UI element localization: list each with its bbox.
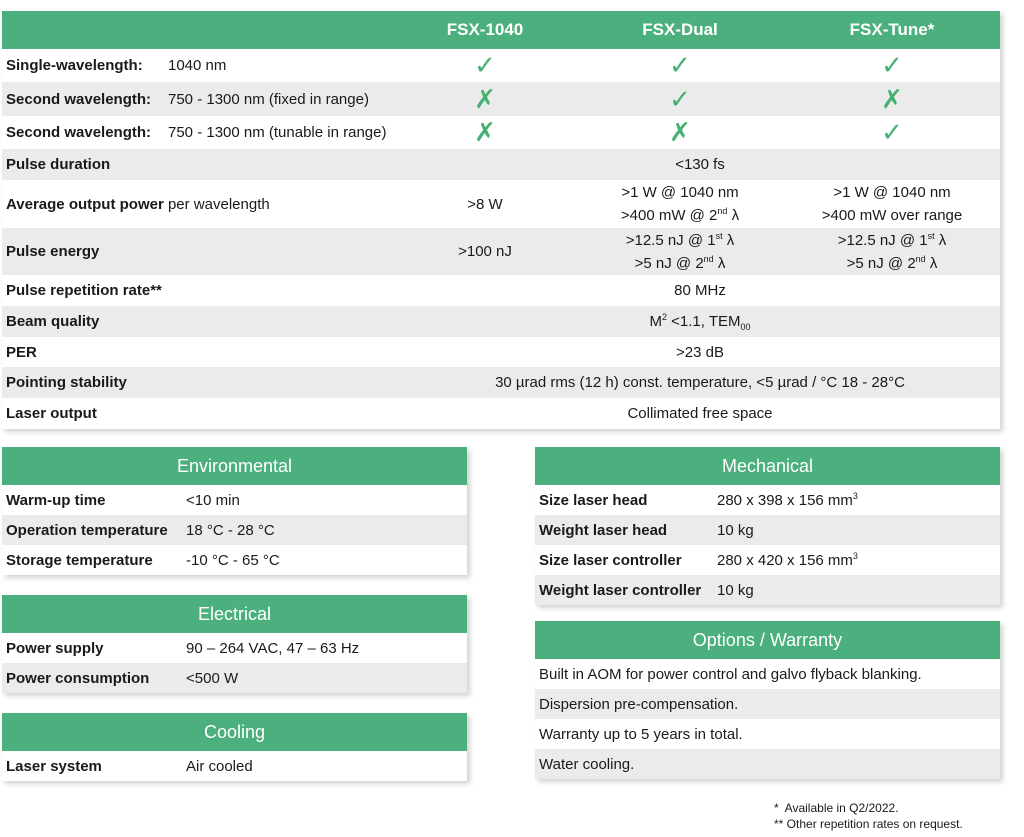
row-value: <130 fs <box>675 156 725 173</box>
panel-row <box>2 633 467 663</box>
lambda: λ <box>925 254 938 272</box>
row-label: Laser output <box>6 405 97 422</box>
lambda: λ <box>934 231 947 249</box>
value-text: 280 x 398 x 156 mm <box>717 491 853 509</box>
row-label-suffix: per wavelength <box>163 195 270 213</box>
value-line: >400 mW @ 2 <box>620 207 718 224</box>
panel-row <box>2 515 467 545</box>
row-pointing-stability <box>2 367 1000 398</box>
value-line: >1 W @ 1040 nm <box>833 184 951 201</box>
value-sub: 00 <box>740 322 751 332</box>
fsx-dual-value <box>592 229 768 275</box>
column-fsx-1040: FSX-1040 <box>446 20 524 39</box>
ordinal-sup: nd <box>717 206 728 216</box>
row-value: >23 dB <box>676 343 724 361</box>
spec-table <box>2 11 1000 429</box>
cross-icon: ✗ <box>881 83 903 114</box>
panel-row <box>535 515 1000 545</box>
row-per <box>2 337 1000 367</box>
column-fsx-tune: FSX-Tune* <box>849 20 935 39</box>
row-label: Power consumption <box>6 669 150 687</box>
row-label: Size laser controller <box>539 551 682 569</box>
row-value: Air cooled <box>186 757 253 775</box>
cooling-panel <box>2 713 467 781</box>
fsx-tune-value <box>792 229 992 275</box>
panel-row <box>535 689 1000 719</box>
row-label: Pulse duration <box>6 156 111 173</box>
value-line: >1 W @ 1040 nm <box>621 184 739 201</box>
row-value: 750 - 1300 nm (tunable in range) <box>168 124 387 141</box>
row-label: Beam quality <box>6 313 100 330</box>
unit-sup: 3 <box>852 490 858 501</box>
row-label: Weight laser head <box>539 521 668 539</box>
fsx-dual-value <box>592 181 768 227</box>
mechanical-panel <box>535 447 1000 605</box>
row-label: PER <box>6 343 37 361</box>
row-value: Collimated free space <box>627 405 773 422</box>
cross-icon: ✗ <box>474 117 496 147</box>
footnotes <box>774 800 963 832</box>
row-value: 10 kg <box>717 581 754 599</box>
cross-icon: ✗ <box>474 83 496 114</box>
row-value <box>400 310 1000 333</box>
row-label: Pulse energy <box>6 243 100 260</box>
row-second-wavelength-fixed <box>2 82 1000 116</box>
row-average-output-power <box>2 180 1000 228</box>
check-icon: ✓ <box>881 117 903 147</box>
row-value: 30 µrad rms (12 h) const. temperature, <5 µrad / °C 18 - 28°C <box>495 374 905 391</box>
panel-title: Mechanical <box>535 447 1000 485</box>
value-line: >400 mW over range <box>821 207 963 224</box>
row-value: 90 – 264 VAC, 47 – 63 Hz <box>186 639 360 657</box>
cross-icon: ✗ <box>669 117 691 147</box>
row-laser-output <box>2 398 1000 429</box>
row-single-wavelength <box>2 49 1000 82</box>
ordinal-sup: st <box>927 230 935 241</box>
value-line: >5 nJ @ 2 <box>846 254 916 272</box>
lambda: λ <box>722 231 735 249</box>
panel-title: Environmental <box>2 447 467 485</box>
ordinal-sup: st <box>715 230 723 241</box>
panel-row <box>2 485 467 515</box>
row-beam-quality <box>2 306 1000 337</box>
value-line: >5 nJ @ 2 <box>634 254 704 272</box>
row-label: Laser system <box>6 757 102 775</box>
row-label: Second wavelength: <box>6 124 152 141</box>
row-second-wavelength-tunable <box>2 116 1000 149</box>
column-fsx-dual: FSX-Dual <box>642 20 718 39</box>
panel-title: Cooling <box>2 713 467 751</box>
row-label: Storage temperature <box>6 551 153 569</box>
row-label: Power supply <box>6 639 104 657</box>
environmental-panel <box>2 447 467 575</box>
panel-row <box>535 749 1000 779</box>
row-pulse-duration <box>2 149 1000 180</box>
fsx-tune-value <box>792 181 992 227</box>
row-label: Warm-up time <box>6 491 106 509</box>
row-label: Weight laser controller <box>539 581 702 599</box>
row-label: Average output power <box>6 195 164 213</box>
option-item: Water cooling. <box>539 755 635 773</box>
panel-row <box>2 751 467 781</box>
footnote: * Available in Q2/2022. <box>774 801 899 815</box>
panel-row <box>535 485 1000 515</box>
row-value: -10 °C - 65 °C <box>186 551 280 569</box>
ordinal-sup: nd <box>703 253 714 264</box>
row-value: 18 °C - 28 °C <box>186 521 275 539</box>
row-value <box>717 552 858 569</box>
row-value: <10 min <box>186 491 240 509</box>
row-value: <500 W <box>186 669 239 687</box>
lambda: λ <box>727 207 740 224</box>
footnote: ** Other repetition rates on request. <box>774 817 963 831</box>
options-warranty-panel <box>535 621 1000 779</box>
value-sup: 2 <box>661 312 667 322</box>
panel-row <box>535 575 1000 605</box>
value-part: M <box>649 313 662 330</box>
option-item: Warranty up to 5 years in total. <box>539 725 743 743</box>
panel-title: Electrical <box>2 595 467 633</box>
option-item: Dispersion pre-compensation. <box>539 695 739 713</box>
value-part: <1.1, TEM <box>666 313 741 330</box>
value-line: >12.5 nJ @ 1 <box>837 231 928 249</box>
ordinal-sup: nd <box>915 253 926 264</box>
check-icon: ✓ <box>669 83 691 114</box>
value-text: 280 x 420 x 156 mm <box>717 551 853 569</box>
panel-row <box>535 659 1000 689</box>
option-item: Built in AOM for power control and galvo flyback blanking. <box>539 665 922 683</box>
row-label: Operation temperature <box>6 521 168 539</box>
panel-row <box>535 545 1000 575</box>
spec-table-header <box>2 11 1000 49</box>
row-value: 1040 nm <box>168 57 227 74</box>
fsx-1040-value: >100 nJ <box>458 243 512 260</box>
fsx-1040-value: >8 W <box>467 195 503 213</box>
panel-row <box>2 545 467 575</box>
row-pulse-repetition-rate <box>2 275 1000 306</box>
check-icon: ✓ <box>881 50 903 80</box>
check-icon: ✓ <box>669 50 691 80</box>
electrical-panel <box>2 595 467 693</box>
row-label: Size laser head <box>539 491 648 509</box>
unit-sup: 3 <box>852 550 858 561</box>
panel-row <box>2 663 467 693</box>
row-label: Single-wavelength: <box>6 57 143 74</box>
row-label: Pointing stability <box>6 374 127 391</box>
row-value: 10 kg <box>717 521 754 539</box>
value-line: >12.5 nJ @ 1 <box>625 231 716 249</box>
row-value <box>717 492 858 509</box>
row-label: Second wavelength: <box>6 90 152 108</box>
row-value: 750 - 1300 nm (fixed in range) <box>168 90 369 108</box>
panel-title: Options / Warranty <box>535 621 1000 659</box>
check-icon: ✓ <box>474 50 496 80</box>
row-label: Pulse repetition rate** <box>6 282 162 299</box>
panel-row <box>535 719 1000 749</box>
row-pulse-energy <box>2 228 1000 275</box>
row-value: 80 MHz <box>674 282 726 299</box>
lambda: λ <box>713 254 726 272</box>
